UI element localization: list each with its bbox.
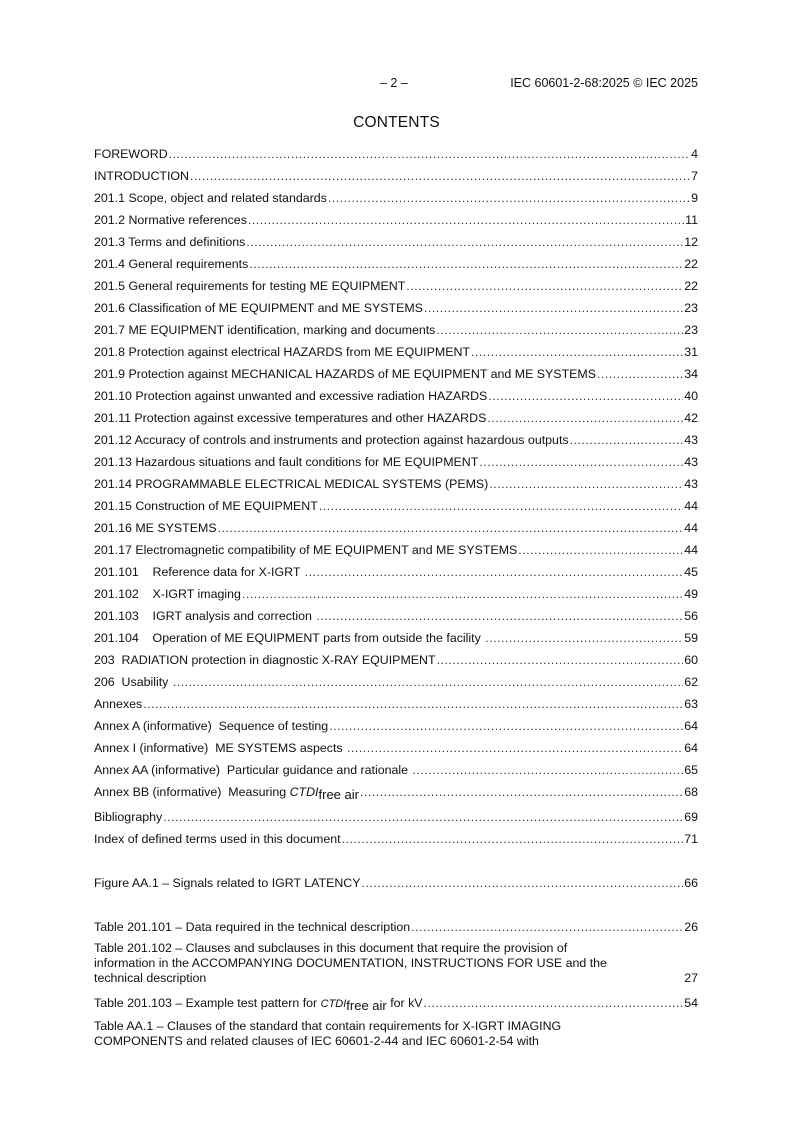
table-entry[interactable]: Table AA.1 – Clauses of the standard that contain requirements for X-IGRT IMAGING COMPONENTS and related clauses of IEC 60601-2-44 and IEC 60601-2-54 with (94, 1019, 562, 1048)
toc-entry[interactable]: Index of defined terms used in this document ..... 71 (94, 830, 698, 848)
toc-entry[interactable]: Annex I (informative) ME SYSTEMS aspects ..... 64 (94, 739, 698, 757)
toc-entry[interactable]: 201.1 Scope, object and related standards ..... 9 (94, 189, 698, 207)
toc-entry[interactable]: 201.11 Protection against excessive temperatures and other HAZARDS ..... 42 (94, 409, 698, 427)
figure-entry[interactable]: Figure AA.1 – Signals related to IGRT LATENCY ..... 66 (94, 874, 698, 892)
table-entry[interactable]: Table 201.101 – Data required in the technical description ..... 26 (94, 918, 698, 936)
page-title: CONTENTS (353, 114, 440, 131)
toc-entry[interactable]: Bibliography ..... 69 (94, 808, 698, 826)
toc-entry[interactable]: 201.6 Classification of ME EQUIPMENT and ME SYSTEMS ..... 23 (94, 299, 698, 317)
toc-entry[interactable]: 206 Usability ..... 62 (94, 673, 698, 691)
toc-entry[interactable]: 201.17 Electromagnetic compatibility of ME EQUIPMENT and ME SYSTEMS ..... 44 (94, 541, 698, 559)
toc-entry[interactable]: 201.10 Protection against unwanted and excessive radiation HAZARDS ..... 40 (94, 387, 698, 405)
table-entry[interactable]: Table 201.102 – Clauses and subclauses in this document that require the provision of information in the ACCOMPANYING DOCUMENTATION, INSTRUCTIONS FOR USE and the technical description 27 (94, 941, 698, 985)
toc-entry[interactable]: 201.3 Terms and definitions ..... 12 (94, 233, 698, 251)
toc-entry[interactable]: 201.16 ME SYSTEMS ..... 44 (94, 519, 698, 537)
toc-entry[interactable]: INTRODUCTION ..... 7 (94, 167, 698, 185)
toc-entry[interactable]: FOREWORD ..... 4 (94, 145, 698, 163)
toc-entry[interactable]: 201.13 Hazardous situations and fault conditions for ME EQUIPMENT ..... 43 (94, 453, 698, 471)
toc-entry[interactable]: Annex AA (informative) Particular guidance and rationale ..... 65 (94, 761, 698, 779)
toc-entry[interactable]: Annex BB (informative) Measuring CTDIfree air ..... 68 (94, 783, 698, 801)
toc-entry[interactable]: 201.14 PROGRAMMABLE ELECTRICAL MEDICAL SYSTEMS (PEMS) ..... 43 (94, 475, 698, 493)
toc-entry[interactable]: 201.101 Reference data for X-IGRT ..... 45 (94, 563, 698, 581)
toc-entry[interactable]: 201.12 Accuracy of controls and instruments and protection against hazardous outputs ..... 43 (94, 431, 698, 449)
toc-entry[interactable]: 201.9 Protection against MECHANICAL HAZARDS of ME EQUIPMENT and ME SYSTEMS ..... 34 (94, 365, 698, 383)
document-id: IEC 60601-2-68:2025 © IEC 2025 (510, 76, 698, 90)
toc-entry[interactable]: 201.8 Protection against electrical HAZARDS from ME EQUIPMENT ..... 31 (94, 343, 698, 361)
toc-entry[interactable]: 201.15 Construction of ME EQUIPMENT ..... 44 (94, 497, 698, 515)
toc-entry[interactable]: 201.104 Operation of ME EQUIPMENT parts from outside the facility ..... 59 (94, 629, 698, 647)
page-number: – 2 – (380, 76, 408, 90)
toc-entry[interactable]: 201.7 ME EQUIPMENT identification, marking and documents ..... 23 (94, 321, 698, 339)
toc-entry[interactable]: 201.2 Normative references ..... 11 (94, 211, 698, 229)
table-entry[interactable]: Table 201.103 – Example test pattern for CTDIfree air for kV ..... 54 (94, 994, 698, 1012)
toc-entry[interactable]: 201.5 General requirements for testing ME EQUIPMENT ..... 22 (94, 277, 698, 295)
page-header (94, 76, 698, 94)
toc-entry[interactable]: 201.102 X-IGRT imaging ..... 49 (94, 585, 698, 603)
toc-entry[interactable]: Annexes ..... 63 (94, 695, 698, 713)
toc-entry[interactable]: 203 RADIATION protection in diagnostic X-RAY EQUIPMENT ..... 60 (94, 651, 698, 669)
toc-entry[interactable]: Annex A (informative) Sequence of testing ..... 64 (94, 717, 698, 735)
toc-entry[interactable]: 201.4 General requirements ..... 22 (94, 255, 698, 273)
toc-entry[interactable]: 201.103 IGRT analysis and correction ..... 56 (94, 607, 698, 625)
